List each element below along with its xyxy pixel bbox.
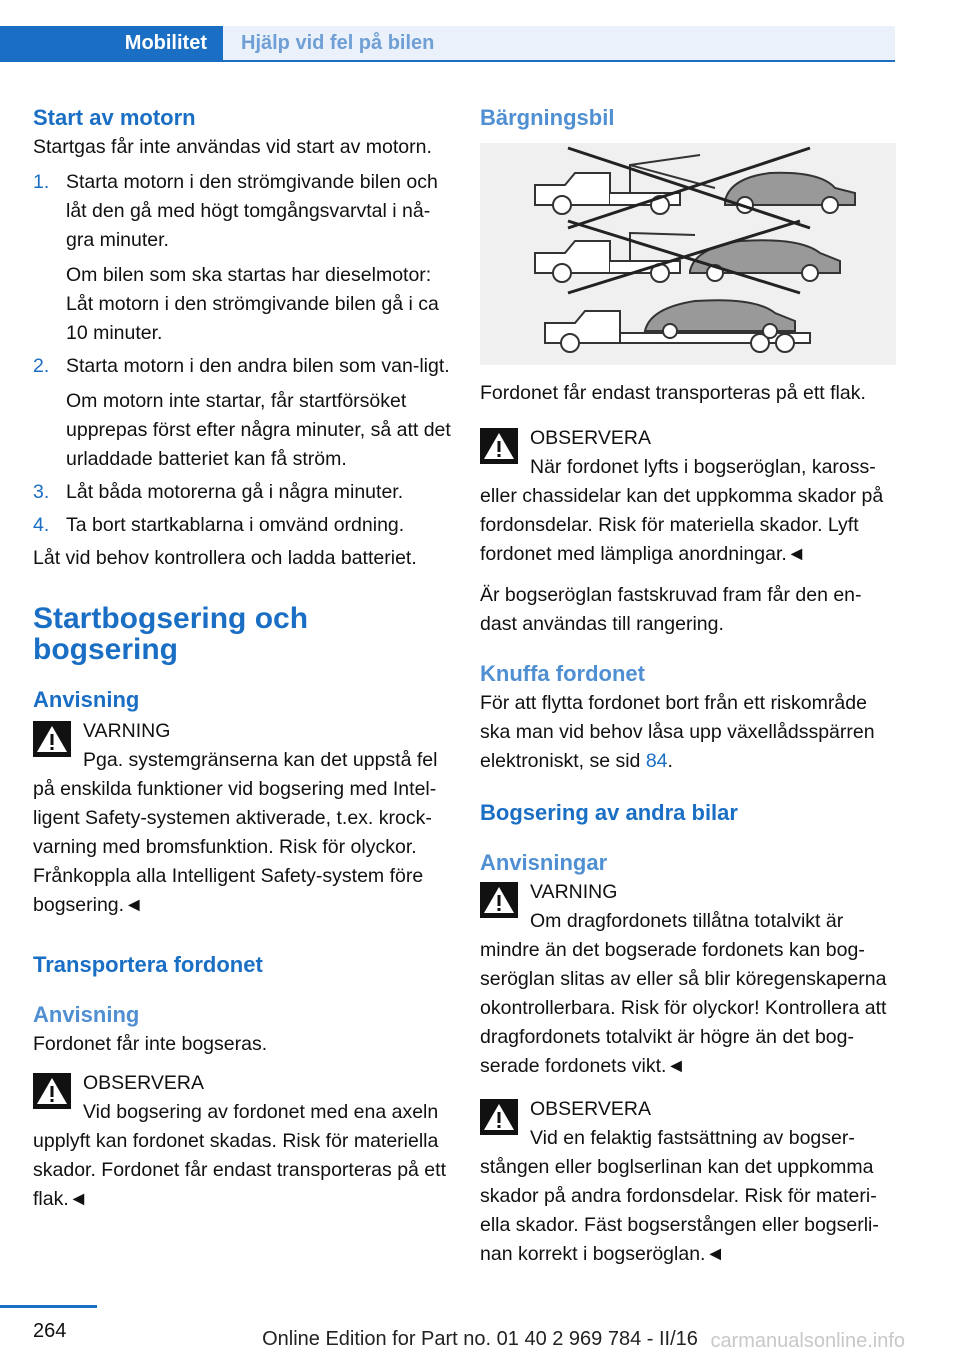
list-item <box>33 511 451 540</box>
step-text: Ta bort startkablarna i omvänd ordning. <box>66 514 405 536</box>
knuffa-text: För att flytta fordonet bort från ett riskområde ska man vid behov låsa upp växellådsspärren elektroniskt, se sid 84. <box>480 692 875 772</box>
notice-text: Vid en felaktig fastsättning av bogser‐stången eller boglserlinan kan det uppkomma skador på andra fordonsdelar. Risk för materi‐ella skador. Fäst bogserstången eller bogserli‐nan korrekt i bogseröglan.◄ <box>480 1127 879 1265</box>
warning-triangle-icon <box>480 1099 518 1135</box>
anvisning-heading-2: Anvisning <box>33 1002 140 1027</box>
chapter-label: Hjälp vid fel på bilen <box>241 32 435 54</box>
notice-block <box>480 424 896 569</box>
steps-list <box>33 168 451 540</box>
warning-block <box>33 717 451 920</box>
step-extra: Om bilen som ska startas har dieselmotor: Låt motorn i den strömgivande bilen gå i ca 10 minuter. <box>66 264 439 344</box>
step-number: 1. <box>33 171 50 193</box>
list-item <box>33 168 451 348</box>
page-number-rule <box>0 1305 97 1308</box>
tow-truck-illustration <box>480 143 896 365</box>
other-cars-heading: Bogsering av andra bilar <box>480 800 738 825</box>
step-number: 4. <box>33 514 50 536</box>
oglan-text: Är bogseröglan fastskruvad fram får den en‐dast användas till rangering. <box>480 584 862 635</box>
notice-block <box>480 1095 896 1269</box>
chapter-tab <box>223 26 895 62</box>
bargning-heading: Bärgningsbil <box>480 105 615 130</box>
anvisningar-heading: Anvisningar <box>480 850 608 875</box>
step-number: 3. <box>33 481 50 503</box>
transport-heading: Transportera fordonet <box>33 952 263 977</box>
header-rule <box>0 60 895 62</box>
anvisning-text: Fordonet får inte bogseras. <box>33 1033 268 1055</box>
notice-title: OBSERVERA <box>530 427 652 449</box>
list-item <box>33 352 451 474</box>
page-link[interactable]: 84 <box>645 750 668 772</box>
tow-truck-icon <box>480 143 896 365</box>
left-column <box>33 100 451 1214</box>
warning-title: VARNING <box>83 720 171 742</box>
watermark: carmanualsonline.info <box>710 1330 905 1352</box>
section-label: Mobilitet <box>124 32 207 54</box>
warning-triangle-icon <box>480 882 518 918</box>
step-number: 2. <box>33 355 50 377</box>
list-item <box>33 478 451 507</box>
warning-title: VARNING <box>530 881 618 903</box>
right-column <box>480 100 896 1269</box>
notice-title: OBSERVERA <box>530 1098 652 1120</box>
step-extra: Om motorn inte startar, får startförsöket upprepas först efter några minuter, så att det urladdade batteriet kan få ström. <box>66 390 451 470</box>
knuffa-heading: Knuffa fordonet <box>480 661 645 686</box>
start-heading: Start av motorn <box>33 105 196 130</box>
step-text: Starta motorn i den andra bilen som van‐ligt. <box>66 355 450 377</box>
page-header <box>0 26 895 62</box>
notice-text: Vid bogsering av fordonet med ena axeln upplyft kan fordonet skadas. Risk för materiella skador. Fordonet får endast transporteras på ett flak.◄ <box>33 1101 446 1210</box>
edition-footer: Online Edition for Part no. 01 40 2 969 784 - II/16 <box>262 1328 698 1350</box>
warning-triangle-icon <box>33 721 71 757</box>
start-note: Startgas får inte användas vid start av motorn. <box>33 136 432 158</box>
notice-title: OBSERVERA <box>83 1072 205 1094</box>
section-tab <box>0 26 223 62</box>
anvisning-heading: Anvisning <box>33 687 140 712</box>
flak-text: Fordonet får endast transporteras på ett flak. <box>480 382 866 404</box>
step-text: Låt båda motorerna gå i några minuter. <box>66 481 404 503</box>
warning-text: Om dragfordonets tillåtna totalvikt är mindre än det bogserade fordonets kan bog‐seröglan slitas av eller så blir köregenskaperna okontrollerbara. Risk för olyckor! Kontrollera att dragfordonets totalvikt är högre än det bog‐serade fordonets vikt.◄ <box>480 910 887 1077</box>
warning-text: Pga. systemgränserna kan det uppstå fel på enskilda funktioner vid bogsering med Intel‐ligent Safety-systemen aktiverade, t.ex. krock‐varning med bromsfunktion. Risk för olyckor. Frånkoppla alla Intelligent Safety-system före bogsering.◄ <box>33 749 438 916</box>
warning-block <box>480 878 896 1081</box>
warning-triangle-icon <box>480 428 518 464</box>
warning-triangle-icon <box>33 1073 71 1109</box>
after-steps-text: Låt vid behov kontrollera och ladda batteriet. <box>33 547 417 569</box>
step-text: Starta motorn i den strömgivande bilen och låt den gå med högt tomgångsvarvtal i nå‐gra minuter. <box>66 171 438 251</box>
page-number: 264 <box>33 1320 67 1342</box>
notice-block <box>33 1069 451 1214</box>
main-heading: Startbogsering och bogsering <box>33 602 309 666</box>
notice-text: När fordonet lyfts i bogseröglan, kaross- eller chassidelar kan det uppkomma skador på fordonsdelar. Risk för materiella skador. Lyft fordonet med lämpliga anordningar.◄ <box>480 456 884 565</box>
